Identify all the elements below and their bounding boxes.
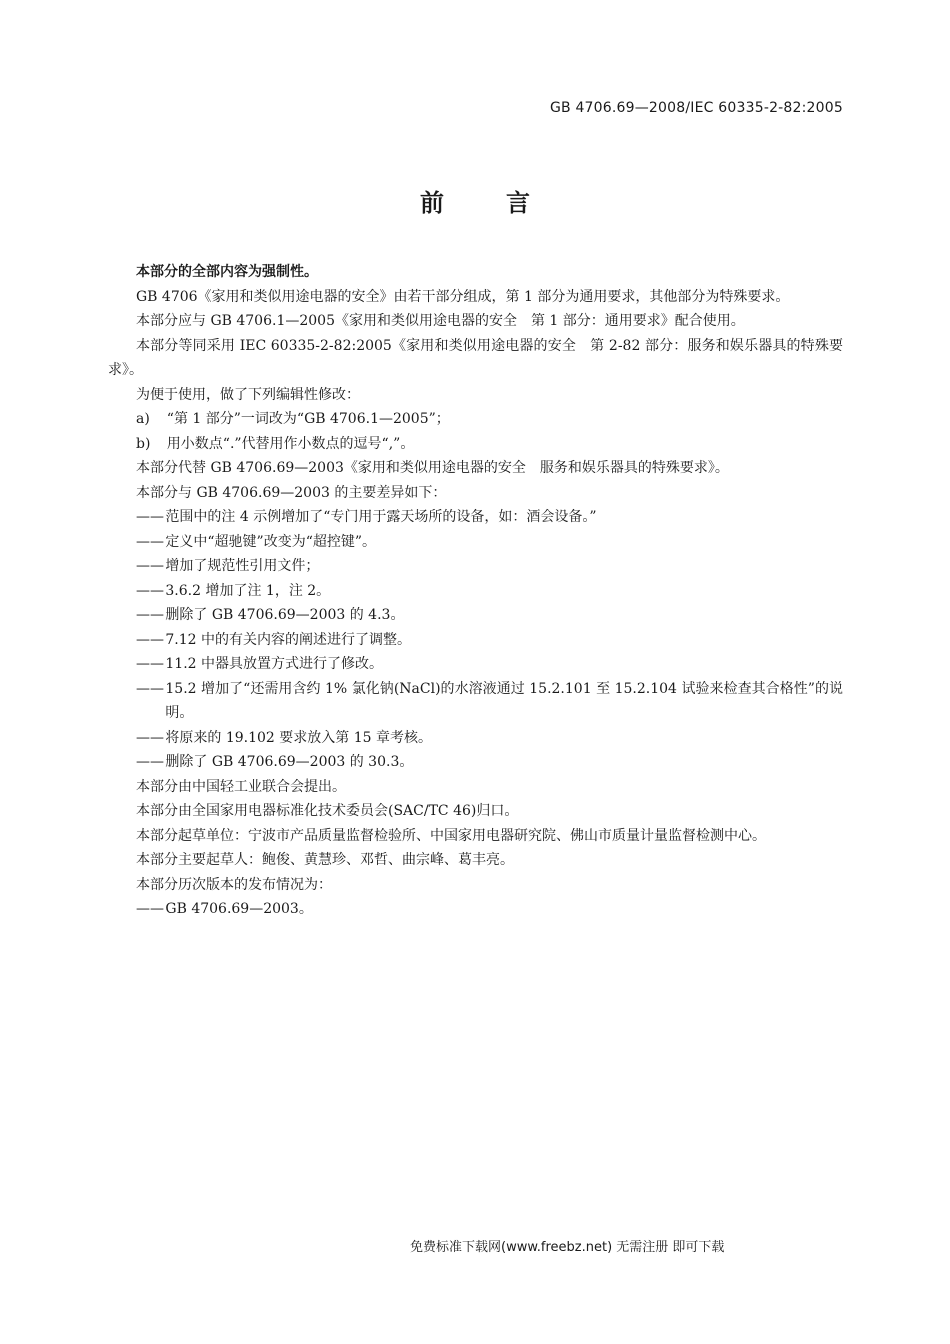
difference-text: 11.2 中器具放置方式进行了修改。 (165, 656, 384, 672)
difference-item (108, 726, 843, 751)
paragraph: 本部分应与 GB 4706.1—2005《家用和类似用途电器的安全 第 1 部分：通用要求》配合使用。 (136, 313, 745, 329)
paragraph: 本部分与 GB 4706.69—2003 的主要差异如下： (136, 484, 447, 501)
paragraph: 本部分起草单位：宁波市产品质量监督检验所、中国家用电器研究院、佛山市质量计量监督检测中心。 (136, 827, 766, 844)
difference-item (108, 579, 843, 604)
difference-item (108, 554, 843, 579)
version-history-item (108, 897, 843, 922)
list-text: “第 1 部分”一词改为“GB 4706.1—2005”； (166, 411, 450, 427)
page-title: 前言 (420, 189, 592, 217)
difference-item (108, 603, 843, 628)
version-text: GB 4706.69—2003。 (165, 901, 313, 917)
difference-text: 3.6.2 增加了注 1，注 2。 (165, 582, 331, 599)
difference-item (108, 750, 843, 775)
list-item-b (108, 432, 843, 457)
difference-item (108, 530, 843, 555)
paragraph: 本部分等同采用 IEC 60335-2-82:2005《家用和类似用途电器的安全 第 2-82 部分：服务和娱乐器具的特殊要求》。 (108, 337, 843, 378)
list-marker: a) (136, 411, 150, 427)
paragraph: 本部分主要起草人：鲍俊、黄慧珍、邓哲、曲宗峰、葛丰亮。 (136, 852, 514, 868)
difference-text: 删除了 GB 4706.69—2003 的 4.3。 (165, 607, 405, 623)
paragraph: 本部分由中国轻工业联合会提出。 (136, 778, 346, 795)
list-marker: b) (136, 435, 151, 452)
paragraph: 本部分代替 GB 4706.69—2003《家用和类似用途电器的安全 服务和娱乐器具的特殊要求》。 (136, 460, 729, 476)
standard-code-header: GB 4706.69—2008/IEC 60335-2-82:2005 (549, 100, 843, 116)
download-site-note: 免费标准下载网(www.freebz.net) 无需注册 即可下载 (410, 1240, 725, 1255)
dash-marker: —— (136, 631, 164, 648)
dash-marker: —— (136, 582, 164, 599)
dash-marker: —— (136, 509, 164, 525)
dash-marker: —— (136, 680, 164, 697)
paragraph: 本部分由全国家用电器标准化技术委员会(SAC/TC 46)归口。 (136, 803, 519, 819)
difference-text: 增加了规范性引用文件； (165, 558, 320, 574)
paragraph: GB 4706《家用和类似用途电器的安全》由若干部分组成，第 1 部分为通用要求，其他部分为特殊要求。 (136, 288, 790, 305)
dash-marker: —— (136, 656, 164, 672)
dash-marker: —— (136, 754, 164, 770)
difference-item (108, 652, 843, 677)
mandatory-statement: 本部分的全部内容为强制性。 (136, 264, 318, 280)
list-text: 用小数点“.”代替用作小数点的逗号“,”。 (166, 435, 415, 452)
dash-marker: —— (136, 558, 164, 574)
difference-item (108, 628, 843, 653)
dash-marker: —— (136, 901, 164, 917)
difference-text: 7.12 中的有关内容的阐述进行了调整。 (165, 631, 412, 648)
foreword-body (108, 260, 843, 922)
difference-text: 15.2 增加了“还需用含约 1% 氯化钠(NaCl)的水溶液通过 15.2.101 至 15.2.104 试验来检查其合格性”的说明。 (165, 680, 843, 721)
dash-marker: —— (136, 607, 164, 623)
difference-text: 范围中的注 4 示例增加了“专门用于露天场所的设备，如：酒会设备。” (165, 509, 597, 525)
difference-text: 将原来的 19.102 要求放入第 15 章考核。 (165, 729, 432, 746)
difference-item (108, 677, 843, 726)
difference-text: 删除了 GB 4706.69—2003 的 30.3。 (165, 754, 414, 770)
list-item-a (108, 407, 843, 432)
difference-item (108, 505, 843, 530)
difference-text: 定义中“超驰键”改变为“超控键”。 (165, 533, 377, 550)
paragraph: 为便于使用，做了下列编辑性修改： (136, 386, 360, 403)
paragraph: 本部分历次版本的发布情况为： (136, 876, 332, 893)
dash-marker: —— (136, 533, 164, 550)
dash-marker: —— (136, 729, 164, 746)
